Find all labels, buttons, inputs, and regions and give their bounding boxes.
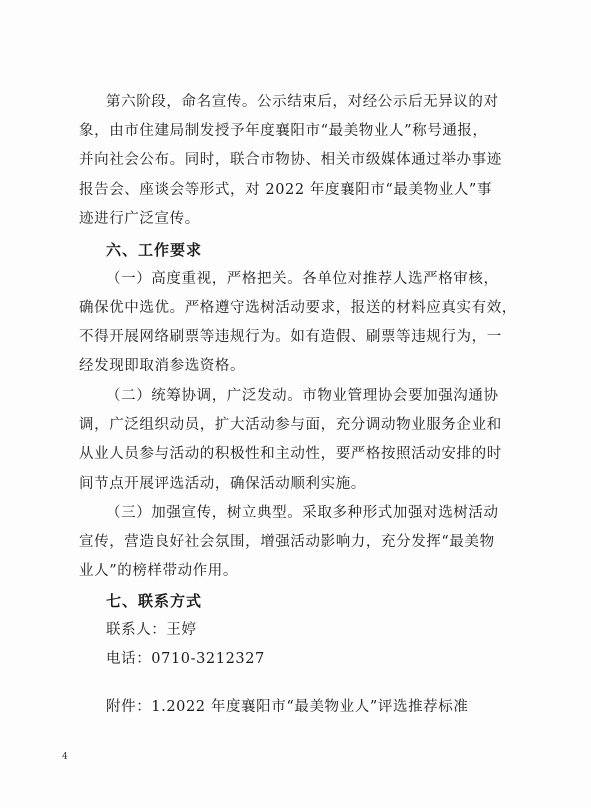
page-number: 4 bbox=[62, 752, 68, 762]
item1-line-2: 确保优中选优。严格遵守选树活动要求，报送的材料应真实有效， bbox=[79, 300, 517, 316]
stage6-line-4: 报告会、座谈会等形式，对 2022 年度襄阳市“最美物业人”事 bbox=[79, 182, 493, 198]
section6-heading: 六、工作要求 bbox=[106, 241, 203, 259]
item1-line-1: （一）高度重视，严格把关。各单位对推荐人选严格审核， bbox=[106, 271, 499, 287]
item3-line-1: （三）加强宣传，树立典型。采取多种形式加强对选树活动 bbox=[106, 505, 499, 521]
item1-line-3: 不得开展网络刷票等违规行为。如有造假、刷票等违规行为，一 bbox=[79, 329, 502, 345]
stage6-line-2: 象，由市住建局制发授予年度襄阳市“最美物业人”称号通报， bbox=[79, 123, 488, 139]
item2-line-3: 从业人员参与活动的积极性和主动性，要严格按照活动安排的时 bbox=[79, 446, 502, 462]
section7-heading: 七、联系方式 bbox=[106, 592, 203, 610]
stage6-line-5: 迹进行广泛宣传。 bbox=[79, 211, 200, 227]
stage6-line-1: 第六阶段，命名宣传。公示结束后，对经公示后无异议的对 bbox=[106, 94, 499, 110]
item3-line-3: 业人”的榜样带动作用。 bbox=[79, 563, 239, 579]
contact-person: 联系人：王婷 bbox=[106, 622, 197, 638]
attachment-line: 附件：1.2022 年度襄阳市“最美物业人”评选推荐标准 bbox=[106, 699, 469, 715]
item1-line-4: 经发现即取消参选资格。 bbox=[79, 358, 246, 374]
contact-phone: 电话：0710-3212327 bbox=[106, 651, 265, 667]
item3-line-2: 宣传，营造良好社会氛围，增强活动影响力，充分发挥“最美物 bbox=[79, 534, 495, 550]
item2-line-4: 间节点开展评选活动，确保活动顺利实施。 bbox=[79, 476, 366, 492]
item2-line-1: （二）统筹协调，广泛发动。市物业管理协会要加强沟通协 bbox=[106, 388, 499, 404]
stage6-line-3: 并向社会公布。同时，联合市物协、相关市级媒体通过举办事迹 bbox=[79, 152, 502, 168]
item2-line-2: 调，广泛组织动员，扩大活动参与面，充分调动物业服务企业和 bbox=[79, 417, 502, 433]
